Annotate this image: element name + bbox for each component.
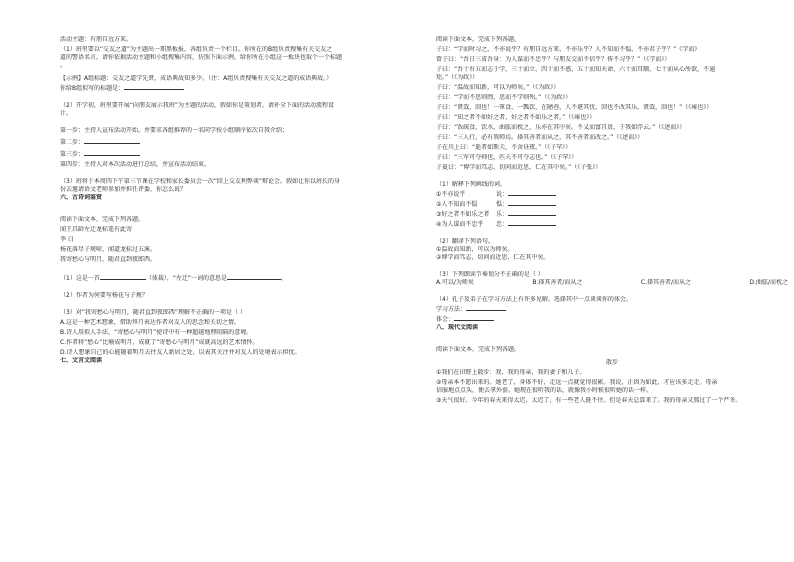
translate-2: ②博学而笃志，切问而近思，仁在其中矣。 xyxy=(436,254,550,261)
essay-paragraph-2a: ②母亲本不愿出来的。她老了，身体不好，走远一点就觉得很累。我说，正因为如此，才应该多走走。母亲 xyxy=(436,379,718,386)
section-7-heading: 七、文言文阅读 xyxy=(60,357,103,364)
step-4: 第四步：主持人对本次活动进行总结，并宣布活动结束。 xyxy=(60,161,211,168)
essay-title: 散步 xyxy=(605,359,618,366)
word-2-phrase: ②人不知而不愠 xyxy=(436,201,478,208)
step-2-blank[interactable] xyxy=(84,137,140,144)
poem-option-a: A.这是一种艺术想象，借助拜月表达作者对友人的思念和关切之情。 xyxy=(60,319,240,326)
poem-option-d: D.诗人想象自己的心能随着明月去往友人新居之处，以表其关注并对友人的处境表示担忧。 xyxy=(60,349,301,356)
word-1 xyxy=(436,189,788,199)
word-1-phrase: ①不亦说乎 xyxy=(436,191,466,198)
step-3-blank[interactable] xyxy=(84,149,140,156)
word-1-blank[interactable] xyxy=(508,189,556,196)
question-2-line-2: 计。 xyxy=(60,110,73,117)
method-label: 学习方法： xyxy=(436,306,467,313)
reflection-blank[interactable] xyxy=(454,314,494,321)
analects-9: 子曰：“三人行，必有我师焉。择其善者而从之，其不善者而改之。”（《述而》） xyxy=(436,134,644,141)
analects-7: 子曰：“知之者不如好之者，好之者不如乐之者。”（《雍也》） xyxy=(436,114,596,121)
word-3-label: 乐： xyxy=(496,211,509,218)
activity-theme: 活动主题：有朋自远方来。 xyxy=(60,36,133,43)
question-3-line-2: 份去邀请语文老师参加并担任评委，你怎么说？ xyxy=(60,186,187,193)
word-2-label: 愠： xyxy=(496,201,509,208)
rhythm-option-a: A.可以/为师矣 xyxy=(436,279,474,286)
step-3-label: 第三步： xyxy=(60,151,85,158)
analects-6: 子曰：“贤哉，回也！一箪食，一瓢饮，在陋巷，人不堪其忧，回也不改其乐。贤哉，回也！”（《雍也》） xyxy=(436,104,713,111)
analects-8: 子曰：“饭疏食，饮水，曲肱而枕之，乐亦在其中矣。不义而富且贵，于我如浮云。”（《述而》） xyxy=(436,124,686,131)
translate-1: ①温故而知新，可以为师矣。 xyxy=(436,246,514,253)
section-8-heading: 八、现代文阅读 xyxy=(436,324,479,331)
title-answer-label: 你给B组拟写的标题是： xyxy=(60,85,125,92)
method-line xyxy=(436,304,788,314)
modern-instructions: 阅读下面文本，完成下列各题。 xyxy=(436,346,521,353)
analects-11: 子曰：“三军可夺帅也，匹夫不可夺志也。”（《子罕》） xyxy=(436,154,578,161)
word-2 xyxy=(436,199,788,209)
analects-5: 子曰：“学而不思则罔，思而不学则殆。”（《为政》） xyxy=(436,94,572,101)
step-2 xyxy=(60,137,412,147)
reflection-line xyxy=(436,314,788,324)
poem-question-1 xyxy=(60,273,412,283)
question-3-line-1: （3）班将于本周四下午第三节课在学校和家长委员会一次“回上交友利弊谈”辩论会。假如让你以班长的身 xyxy=(60,178,341,185)
step-2-label: 第二步： xyxy=(60,139,85,146)
title-answer-blank[interactable] xyxy=(124,83,184,90)
word-3-phrase: ③好之者不如乐之者 xyxy=(436,211,490,218)
analects-3a: 子曰：“吾十有五而志于学，三十而立，四十而不惑，五十而知天命，六十而耳顺，七十而从心所欲，不逾 xyxy=(436,66,716,73)
word-4 xyxy=(436,219,788,229)
rhythm-options xyxy=(436,279,788,287)
word-2-blank[interactable] xyxy=(508,199,556,206)
classical-question-4: （4）孔子及弟子在学习方法上有许多见解。选择其中一点谈谈你的体会。 xyxy=(436,296,632,303)
analects-4: 子曰：“温故而知新，可以为师矣。”（《为政》） xyxy=(436,84,560,91)
poem-q1-part-b: （体裁），“左迁”一词的意思是 xyxy=(145,275,228,282)
word-3-blank[interactable] xyxy=(508,209,556,216)
section-6-heading: 六、古诗词鉴赏 xyxy=(60,194,103,201)
step-1: 第一步：主持人宣布活动开始，并要求各组推荐的一名同学按小组顺序依次自我介绍； xyxy=(60,127,289,134)
analects-12: 子夏曰：“博学而笃志，切问而近思，仁在其中矣。”（《子张》） xyxy=(436,164,602,171)
method-blank[interactable] xyxy=(466,304,506,311)
essay-paragraph-3: ③天气很好。今年的春天来得太迟，太迟了，有一些老人挺不住。但是春天总算来了。我的母亲又熬过了一个严冬。 xyxy=(436,397,742,404)
essay-paragraph-2b: 信服地点点头，便去拿外套。她现在很听我的话，就像我小时候很听她的话一样。 xyxy=(436,387,653,394)
analects-1: 子曰：“学而时习之，不亦说乎？有朋自远方来，不亦乐乎？人不知而不愠，不亦君子乎？”《学而》 xyxy=(436,46,701,53)
right-column xyxy=(436,36,788,405)
question-1-line-3: 。 xyxy=(60,62,67,69)
genre-blank[interactable] xyxy=(100,273,146,280)
word-3 xyxy=(436,209,788,219)
meaning-blank[interactable] xyxy=(227,273,281,280)
word-4-phrase: ④为人谋而不忠乎 xyxy=(436,221,484,228)
question-1-line-2: 道的警语名言，请你依据活动主题和小组搜集内容，仿照下面示例，给你所在小组这一板块也取个一个标题 xyxy=(60,54,343,61)
poem-q1-part-a: （1）这是一首 xyxy=(60,275,100,282)
title-answer-prompt xyxy=(60,83,412,93)
poem-line-2: 我寄愁心与明月，随君直到夜郎西。 xyxy=(60,256,157,263)
step-3 xyxy=(60,149,412,159)
question-1-line-1: （1）班里要以“交友之道”为主题出一期黑板报，各组负责一个栏目。你所在的B组负责搜集有关交友之 xyxy=(60,46,333,53)
classical-question-3: （3）下列朗读节奏划分不正确的是（ ） xyxy=(436,271,544,278)
classical-instructions: 阅读下面文本，完成下列各题。 xyxy=(436,36,521,43)
poem-author: 李 白 xyxy=(60,236,74,243)
poem-question-3: （3）对“我寄愁心与明月，随君直到夜郎西”理解不正确的一项是（ ） xyxy=(60,309,246,316)
poem-question-2: （2）作者为何要写杨花与子规？ xyxy=(60,292,148,299)
analects-3b: 矩。”（《为政》） xyxy=(436,74,479,81)
poem-instructions: 阅读下面文本，完成下列各题。 xyxy=(60,216,145,223)
word-1-label: 说： xyxy=(496,191,509,198)
analects-2: 曾子曰：“吾日三省吾身：为人谋而不忠乎？与朋友交而不信乎？传不习乎？”（《学而》） xyxy=(436,56,671,63)
poem-option-b: B.诗人用拟人手法，“寄愁心与明月”使诗中有一种超越地理阻隔的意境。 xyxy=(60,329,253,336)
classical-question-1: （1）解释下列画线的词。 xyxy=(436,181,506,188)
word-4-blank[interactable] xyxy=(508,219,556,226)
essay-paragraph-1: ①我们在田野上散步：我，我的母亲，我的妻子和儿子。 xyxy=(436,369,586,376)
question-2-line-1: （2）开学初，班里要开展“向朋友展示我班”为主题的活动，假如你是策划者，请补全下面的活动流程设 xyxy=(60,102,335,109)
rhythm-option-d: D.曲肱/而枕之 xyxy=(749,279,788,286)
word-4-label: 忠： xyxy=(496,221,509,228)
left-column xyxy=(60,36,412,365)
rhythm-option-b: B.择其善者/而从之 xyxy=(532,279,583,286)
example-text: 【示例】A组标题：交友之道学先贤，成语典故知多少。（注：A组负责搜集有关交友之道的成语典故。） xyxy=(60,75,333,82)
poem-q1-part-c: 。 xyxy=(281,275,288,282)
poem-line-1: 杨花落尽子规啼，闻道龙标过五溪。 xyxy=(60,246,157,253)
classical-question-2: （2）翻译下列语句。 xyxy=(436,238,494,245)
poem-option-c: C.作者将“愁心”比喻成明月，成就了“寄愁心与明月”成就高远的艺术情怀。 xyxy=(60,339,259,346)
rhythm-option-c: C.择其善者/而从之 xyxy=(640,279,691,286)
analects-10: 子在川上曰：“逝者如斯夫，不舍昼夜。”（《子罕》） xyxy=(436,144,572,151)
reflection-label: 体会： xyxy=(436,316,455,323)
poem-title: 闻王昌龄左迁龙标遥有此寄 xyxy=(60,226,133,233)
